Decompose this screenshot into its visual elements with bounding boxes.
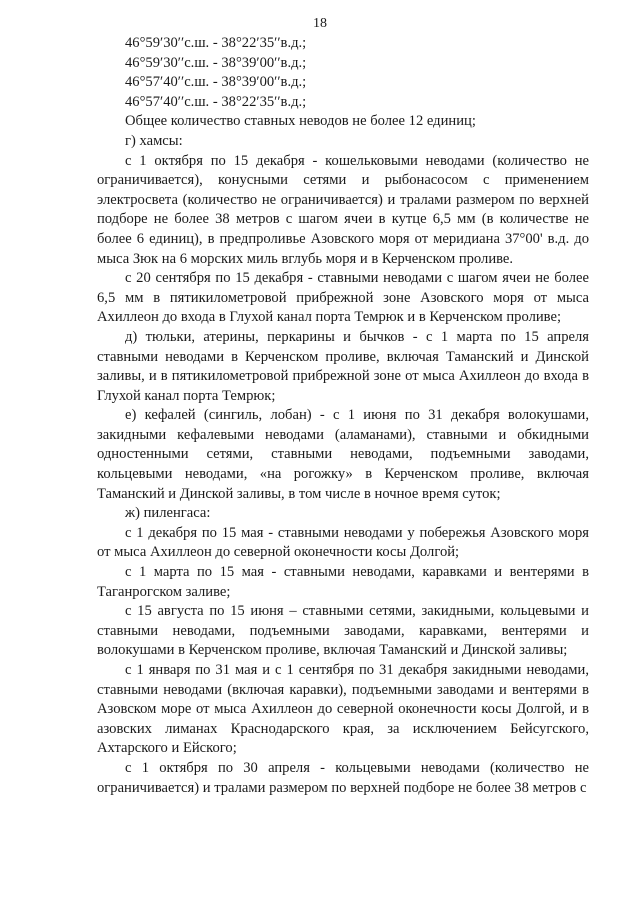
coordinate-line: 46°57′40′′с.ш. - 38°39′00′′в.д.; (125, 74, 307, 91)
section-heading-zh: ж) пиленгаса: (125, 505, 211, 522)
coordinate-line: 46°57′40′′с.ш. - 38°22′35′′в.д.; (125, 93, 307, 110)
paragraph-g-2: с 20 сентября по 15 декабря - ставными неводами с шагом ячеи не более 6,5 мм в пятикилометровой прибрежной зоне Азовского моря от мыса Ахиллеон до входа в Глухой канал порта Темрюк и в Керченском проливе; (97, 270, 589, 326)
total-nets-paragraph: Общее количество ставных неводов не более 12 единиц; (125, 113, 476, 130)
coordinate-line: 46°59′30′′с.ш. - 38°22′35′′в.д.; (125, 35, 307, 51)
page-number: 18 (313, 16, 327, 31)
coordinate-line: 46°59′30′′с.ш. - 38°39′00′′в.д.; (125, 54, 307, 71)
paragraph-d: д) тюльки, атерины, перкарины и бычков - с 1 марта по 15 апреля ставными неводами в Керченском проливе, включая Таманский и Динской заливы, и в пятикилометровой прибрежной зоне от мыса Ахиллеон до входа в Глухой канал порта Темрюк; (97, 328, 589, 404)
paragraph-zh-3: с 15 августа по 15 июня – ставными сетями, закидными, кольцевыми и ставными неводами, подъемными заводами, каравками, вентерями и волокушами в Керченском проливе, включая Таманский и Динской заливы; (97, 603, 589, 659)
paragraph-zh-4: с 1 января по 31 мая и с 1 сентября по 31 декабря закидными неводами, ставными неводами (включая каравки), подъемными заводами и вентерями в Азовском море от мыса Ахиллеон до северной оконечности косы Долгой, и в азовских лиманах Краснодарского края, за исключением Бейсугского, Ахтарского и Ейского; (97, 662, 589, 757)
paragraph-g-1: с 1 октября по 15 декабря - кошельковыми неводами (количество не ограничивается), конусными сетями и рыбонасосом с применением электросвета (количество не ограничивается) и тралами размером по верхней подборе не более 38 метров с шагом ячеи в кутце 6,5 мм (в количестве не более 6 единиц), в предпроливье Азовского моря от меридиана 37°00' в.д. до мыса Зюк на 6 морских миль вглубь моря и в Керченском проливе. (97, 152, 589, 267)
paragraph-zh-5: с 1 октября по 30 апреля - кольцевыми неводами (количество не ограничивается) и тралами размером по верхней подборе не более 38 метров с (97, 759, 589, 796)
paragraph-zh-1: с 1 декабря по 15 мая - ставными неводами у побережья Азовского моря от мыса Ахиллеон до северной оконечности косы Долгой; (97, 524, 589, 561)
document-body (97, 34, 589, 798)
paragraph-e: е) кефалей (сингиль, лобан) - с 1 июня по 31 декабря волокушами, закидными кефалевыми неводами (аламанами), ставными и обкидными одностенными сетями, ставными неводами, подъемными заводами, кольцевыми неводами, «на рогожку» в Керченском проливе, включая Таманский и Динской заливы, в том числе в ночное время суток; (97, 407, 589, 502)
section-heading-g: г) хамсы: (125, 132, 183, 149)
paragraph-zh-2: с 1 марта по 15 мая - ставными неводами, каравками и вентерями в Таганрогском заливе; (97, 564, 589, 600)
